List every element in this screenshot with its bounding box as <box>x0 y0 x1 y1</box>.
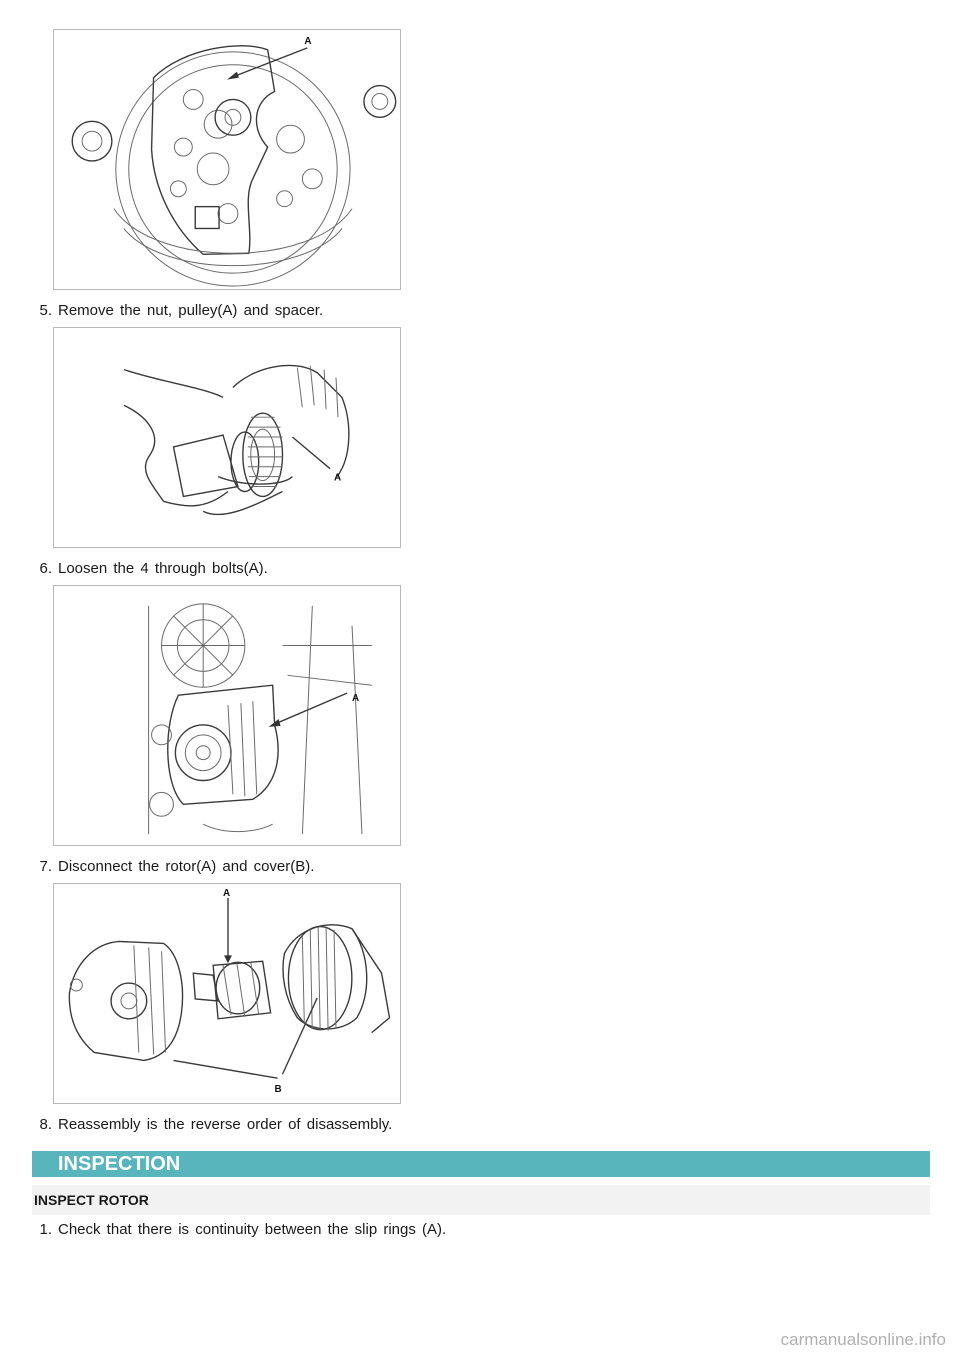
step-number: 1. <box>39 1221 52 1238</box>
figure-callout-b: B <box>274 1084 282 1096</box>
step-text: Disconnect the rotor(A) and cover(B). <box>58 858 315 875</box>
step-8 <box>32 1116 392 1134</box>
figure-pulley-removal-drawing <box>54 328 400 547</box>
section-heading-inspection: INSPECTION <box>32 1151 930 1177</box>
figure-rotor-exploded <box>53 883 401 1104</box>
watermark: carmanualsonline.info <box>780 1330 946 1349</box>
figure-callout-a: A <box>223 887 231 899</box>
figure-through-bolts <box>53 585 401 846</box>
step-text: Remove the nut, pulley(A) and spacer. <box>58 302 324 319</box>
step-number: 6. <box>39 560 52 577</box>
step-number: 8. <box>39 1116 52 1133</box>
figure-callout-a: A <box>334 472 342 484</box>
step-text: Check that there is continuity between the slip rings (A). <box>58 1221 447 1238</box>
figure-callout-a: A <box>352 693 360 705</box>
step-7 <box>32 858 314 876</box>
step-5 <box>32 302 323 320</box>
subheading-inspect-rotor: INSPECT ROTOR <box>32 1185 930 1215</box>
step-number: 5. <box>39 302 52 319</box>
figure-through-bolts-drawing <box>54 586 400 845</box>
step-number: 7. <box>39 858 52 875</box>
figure-pulley-removal <box>53 327 401 548</box>
step-6 <box>32 560 268 578</box>
figure-alternator-rear <box>53 29 401 290</box>
step-text: Reassembly is the reverse order of disassembly. <box>58 1116 393 1133</box>
figure-alternator-rear-drawing <box>54 30 400 289</box>
step-text: Loosen the 4 through bolts(A). <box>58 560 268 577</box>
figure-callout-a: A <box>304 35 312 47</box>
figure-rotor-exploded-drawing <box>54 884 400 1103</box>
inspection-step-1 <box>32 1221 446 1239</box>
